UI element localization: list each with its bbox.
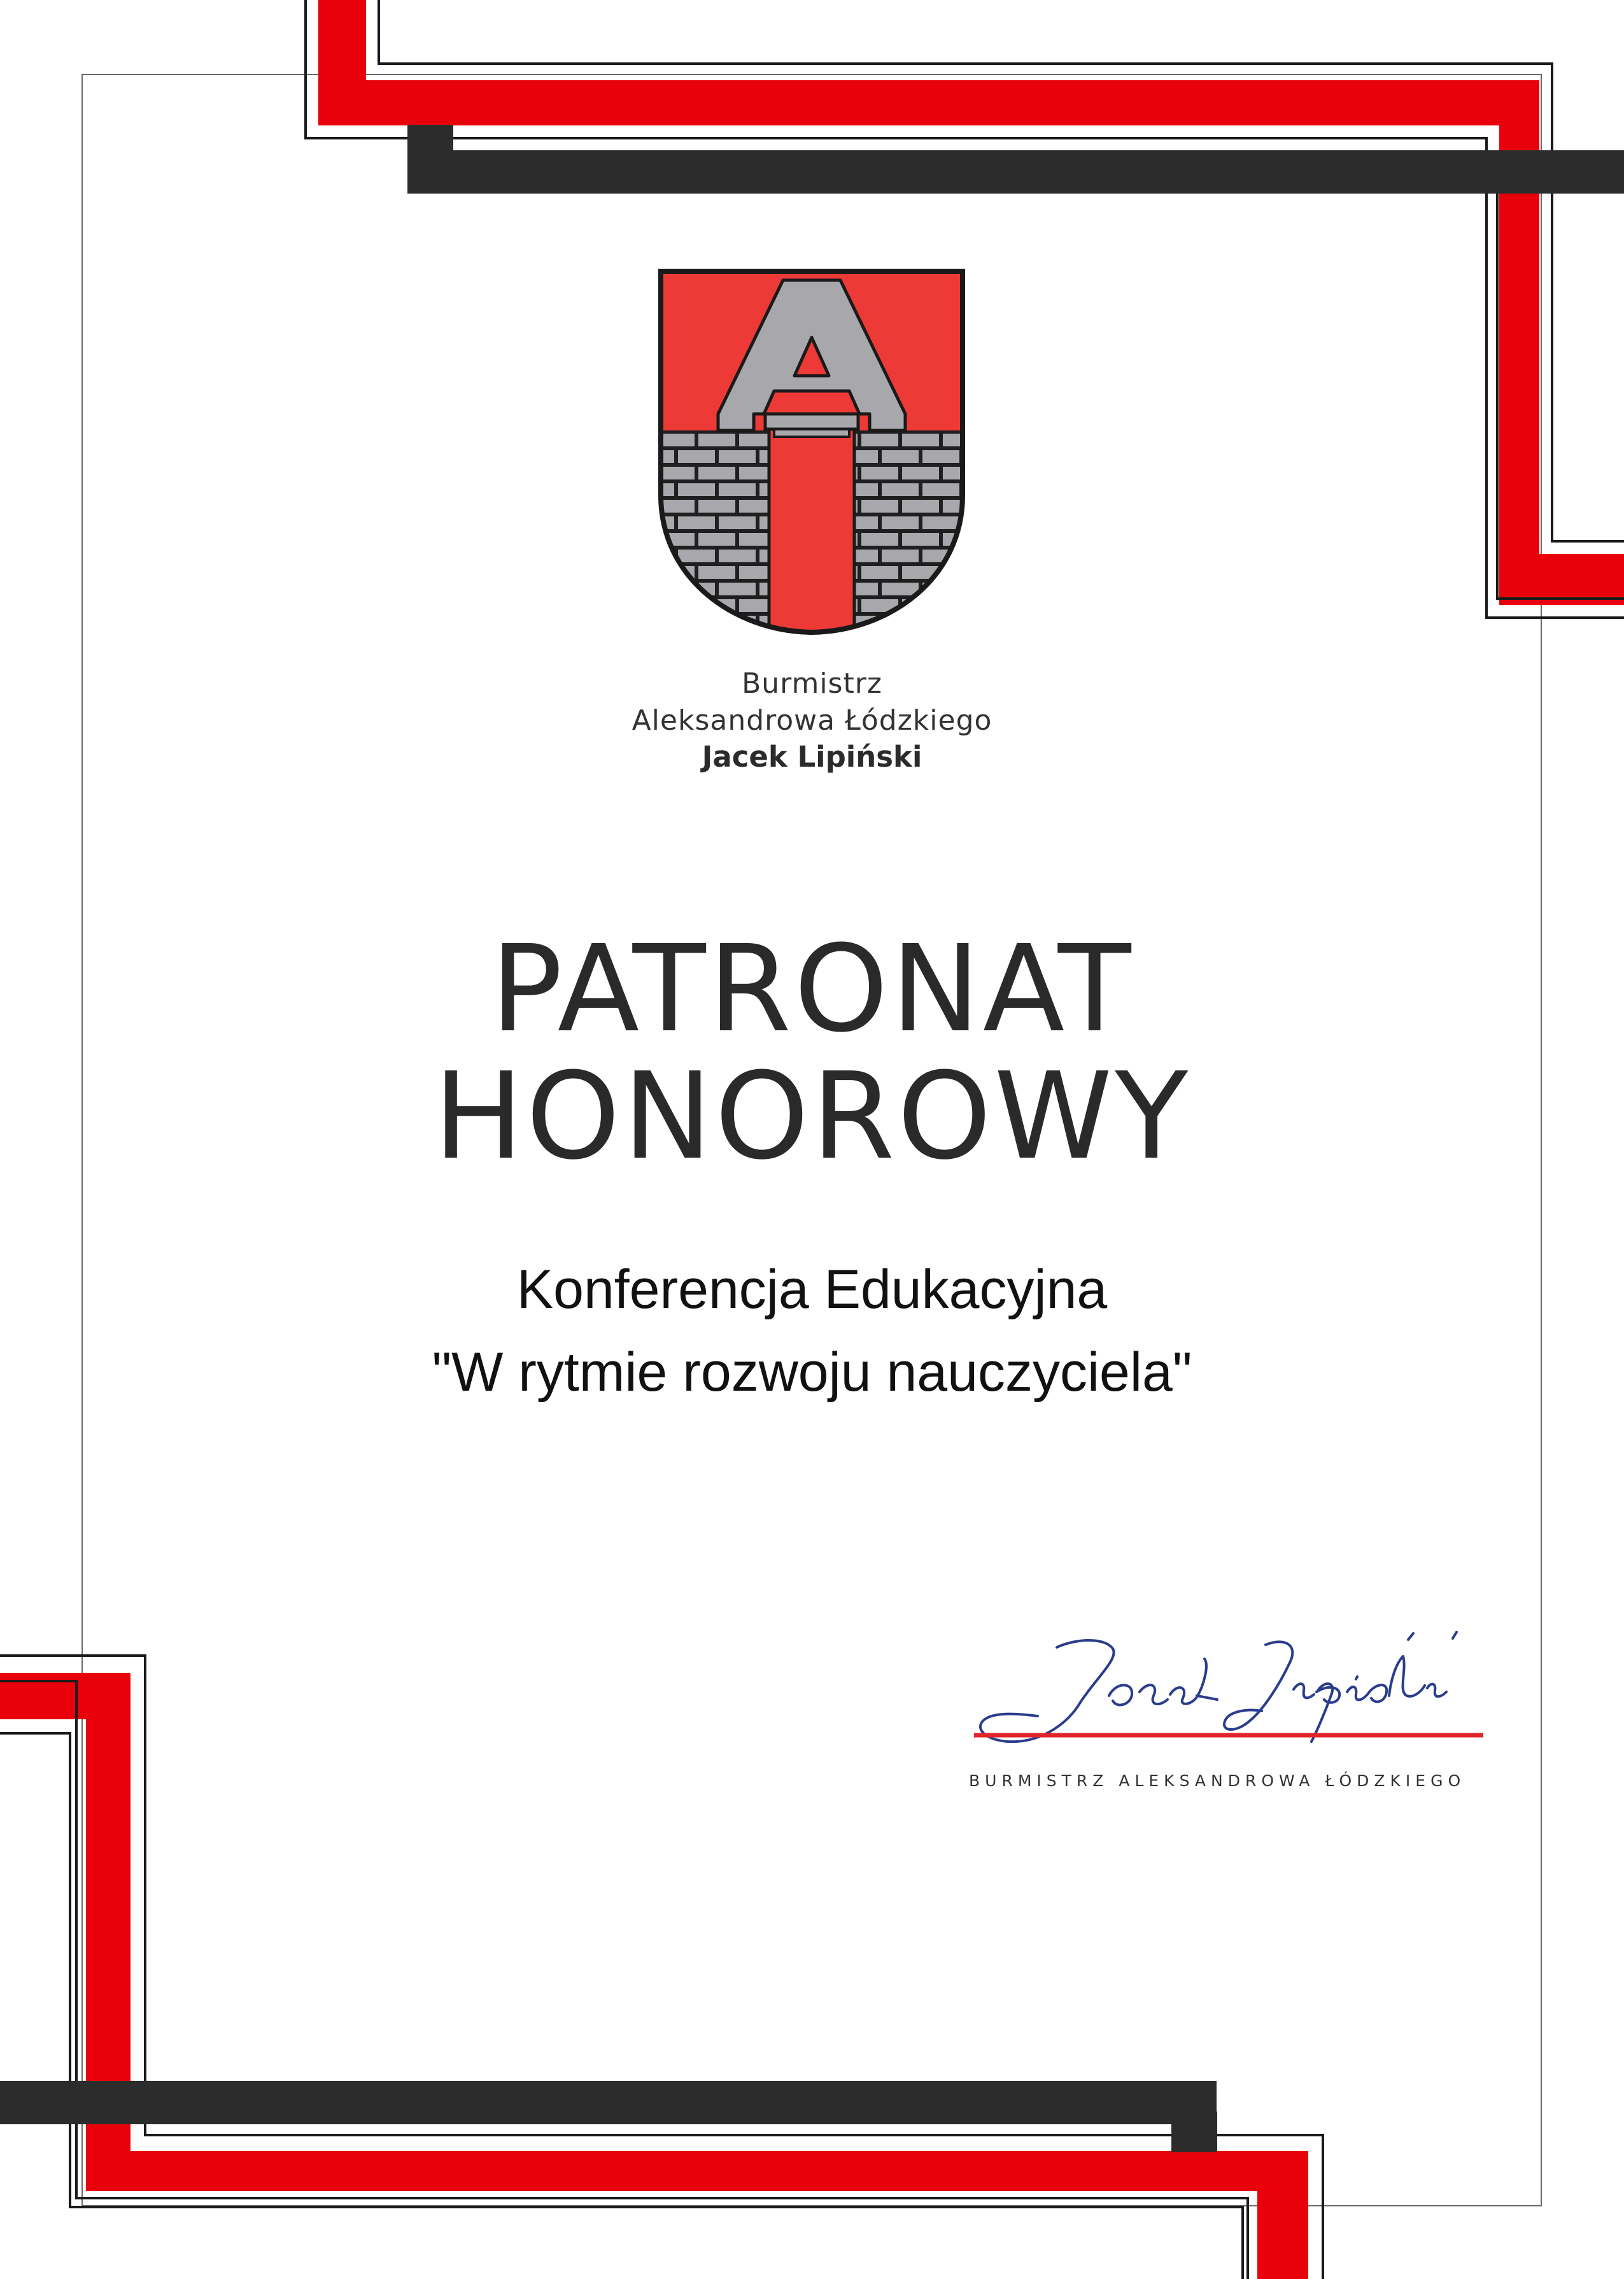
title-line-2: HONOROWY bbox=[433, 1047, 1191, 1186]
title-line-1: PATRONAT bbox=[490, 919, 1134, 1059]
top-dark-bar bbox=[407, 150, 1624, 194]
mayor-name: Jacek Lipiński bbox=[702, 740, 922, 774]
office-line-1: Burmistrz bbox=[742, 667, 882, 700]
bottom-dark-bar bbox=[0, 2081, 1217, 2124]
handwritten-signature bbox=[968, 1621, 1496, 1754]
office-line-2: Aleksandrowa Łódzkiego bbox=[632, 704, 992, 737]
event-name: Konferencja Edukacyjna bbox=[516, 1259, 1108, 1320]
coat-of-arms-icon bbox=[656, 266, 968, 637]
signature-caption: BURMISTRZ ALEKSANDROWA ŁÓDZKIEGO bbox=[969, 1771, 1466, 1790]
event-title: "W rytmie rozwoju nauczyciela" bbox=[432, 1342, 1192, 1403]
